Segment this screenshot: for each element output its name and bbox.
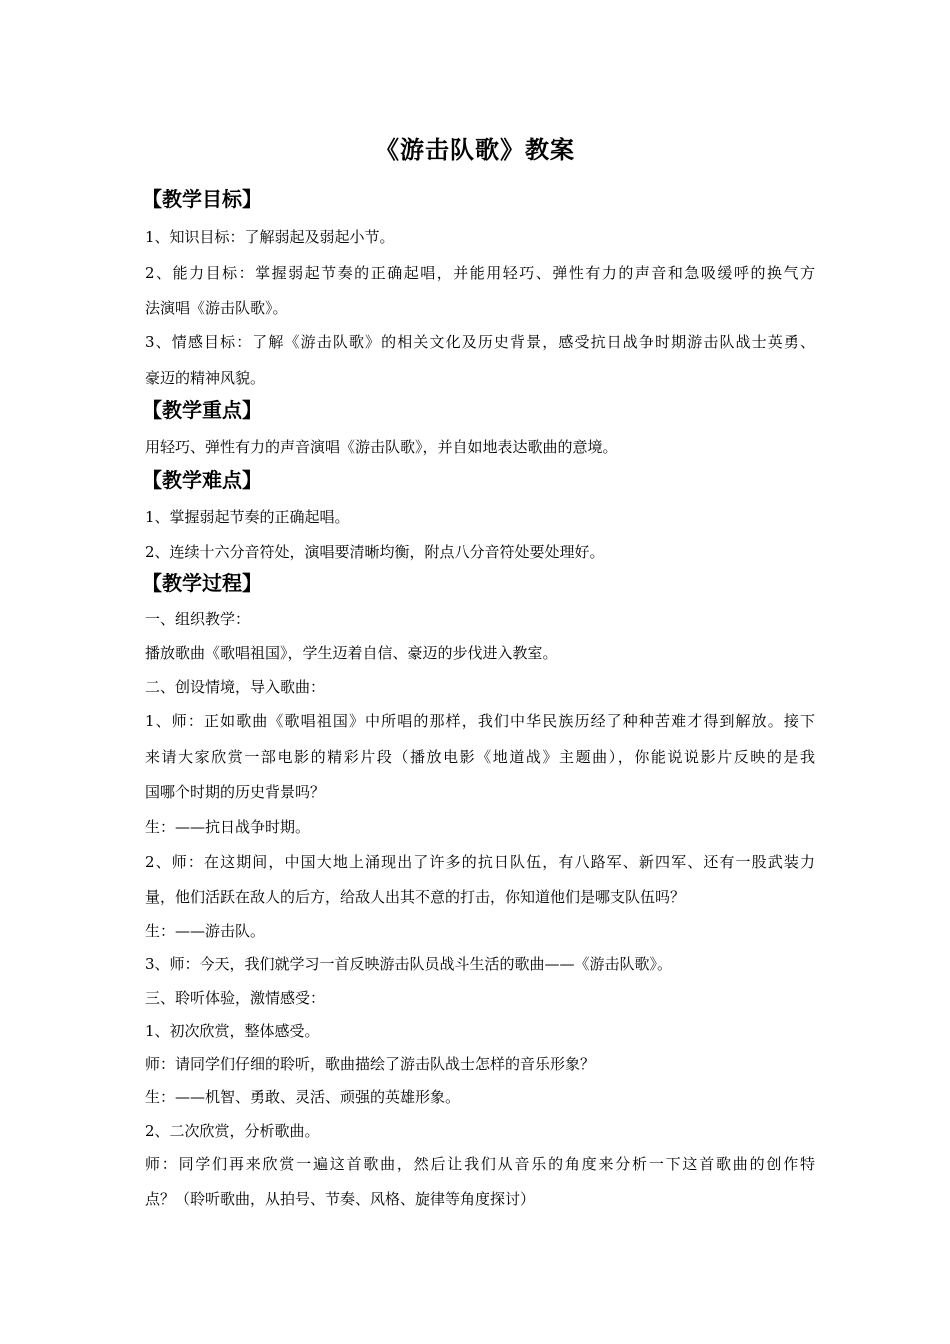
process-line-18: 点？（聆听歌曲，从拍号、节奏、风格、旋律等角度探讨）: [145, 1190, 536, 1208]
difficulty-line-1: 1、掌握弱起节奏的正确起唱。: [145, 508, 350, 526]
objective-line-3: 法演唱《游击队歌》。: [145, 299, 288, 317]
heading-process: 【教学过程】: [142, 571, 262, 595]
process-line-2: 播放歌曲《歌唱祖国》，学生迈着自信、豪迈的步伐进入教室。: [145, 644, 558, 662]
objective-line-5: 豪迈的精神风貌。: [145, 369, 266, 387]
process-line-17: 师：同学们再来欣赏一遍这首歌曲，然后让我们从音乐的角度来分析一下这首歌曲的创作特: [145, 1155, 815, 1173]
process-line-10: 生：——游击队。: [145, 922, 266, 940]
key-point-line-1: 用轻巧、弹性有力的声音演唱《游击队歌》，并自如地表达歌曲的意境。: [145, 438, 618, 456]
process-line-13: 1、初次欣赏，整体感受。: [145, 1022, 320, 1040]
process-line-15: 生：——机智、勇敢、灵活、顽强的英雄形象。: [145, 1088, 461, 1106]
objective-line-2: 2、能力目标：掌握弱起节奏的正确起唱，并能用轻巧、弹性有力的声音和急吸缓呼的换气方: [145, 264, 815, 282]
heading-difficulties: 【教学难点】: [142, 468, 262, 492]
document-title: 《游击队歌》教案: [375, 135, 575, 164]
difficulty-line-2: 2、连续十六分音符处，演唱要清晰均衡，附点八分音符处要处理好。: [145, 543, 605, 561]
objective-line-1: 1、知识目标：了解弱起及弱起小节。: [145, 228, 395, 246]
process-line-7: 生：——抗日战争时期。: [145, 818, 311, 836]
process-line-6: 国哪个时期的历史背景吗？: [145, 783, 326, 801]
process-line-9: 量，他们活跃在敌人的后方，给敌人出其不意的打击，你知道他们是哪支队伍吗？: [145, 888, 686, 906]
process-line-14: 师：请同学们仔细的聆听，歌曲描绘了游击队战士怎样的音乐形象？: [145, 1055, 596, 1073]
process-line-1: 一、组织教学：: [145, 610, 251, 628]
process-line-11: 3、师：今天，我们就学习一首反映游击队员战斗生活的歌曲——《游击队歌》。: [145, 955, 673, 973]
objective-line-4: 3、情感目标：了解《游击队歌》的相关文化及历史背景，感受抗日战争时期游击队战士英勇、: [145, 333, 815, 351]
process-line-16: 2、二次欣赏，分析歌曲。: [145, 1122, 320, 1140]
process-line-12: 三、聆听体验，激情感受：: [145, 989, 326, 1007]
process-line-5: 来请大家欣赏一部电影的精彩片段（播放电影《地道战》主题曲），你能说说影片反映的是我: [145, 748, 815, 766]
heading-objectives: 【教学目标】: [142, 187, 262, 211]
process-line-8: 2、师：在这期间，中国大地上涌现出了许多的抗日队伍，有八路军、新四军、还有一股武装力: [145, 853, 815, 871]
process-line-4: 1、师：正如歌曲《歌唱祖国》中所唱的那样，我们中华民族历经了种种苦难才得到解放。接下: [145, 712, 815, 730]
heading-key-points: 【教学重点】: [142, 398, 262, 422]
process-line-3: 二、创设情境，导入歌曲：: [145, 678, 326, 696]
